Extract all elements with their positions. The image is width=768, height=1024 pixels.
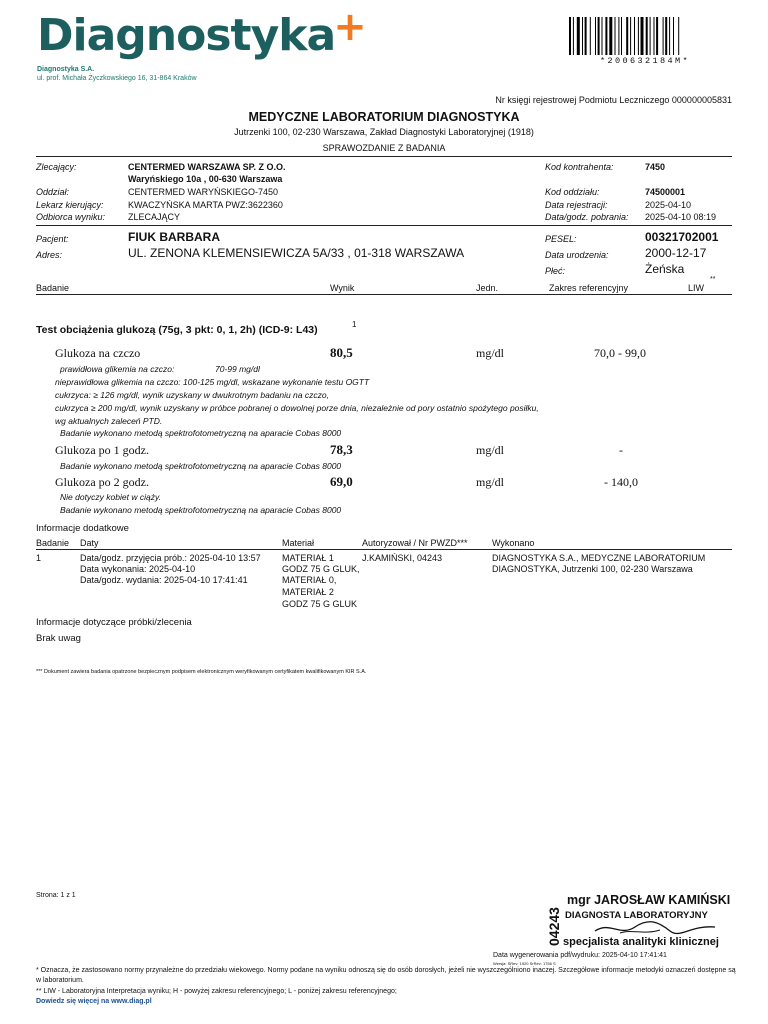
info-wykonano-line: DIAGNOSTYKA, Jutrzenki 100, 02-230 Warszawa: [492, 564, 693, 574]
barcode: [569, 17, 719, 55]
result-name: Glukoza na czczo: [55, 346, 141, 360]
data-pobrania-label: Data/godz. pobrania:: [545, 212, 629, 222]
probki-value: Brak uwag: [36, 633, 81, 644]
note-line: nieprawidłowa glikemia na czczo: 100-125 mg/dl, wskazane wykonanie testu OGTT: [55, 377, 370, 387]
zlecajacy-label: Zlecający:: [36, 162, 77, 172]
lekarz-value: KWACZYŃSKA MARTA PWZ:3622360: [128, 200, 283, 210]
probki-title: Informacje dotyczące próbki/zlecenia: [36, 617, 192, 628]
info-wykonano-line: DIAGNOSTYKA S.A., MEDYCZNE LABORATORIUM: [492, 553, 706, 563]
divider: [36, 294, 732, 295]
result-value: 69,0: [330, 474, 353, 489]
result-value: 78,3: [330, 442, 353, 457]
col-liw-sup: **: [710, 276, 716, 283]
note-line: wg aktualnych zaleceń PTD.: [55, 416, 163, 426]
kod-oddzialu-value: 74500001: [645, 187, 686, 197]
zlecajacy-address: Waryńskiego 10a , 00-630 Warszawa: [128, 174, 283, 184]
divider: [36, 549, 732, 550]
adres-label: Adres:: [36, 250, 63, 260]
info-material-line: MATERIAŁ 1: [282, 553, 334, 563]
info-header-autoryzowal: Autoryzował / Nr PWZD***: [362, 538, 468, 548]
stamp-number: 04243: [546, 907, 562, 946]
data-urodzenia-label: Data urodzenia:: [545, 250, 609, 260]
footer-line2: ** LIW - Laboratoryjna Interpretacja wyniku; H - powyżej zakresu referencyjnego; L - poniżej zakresu referencyjnego;: [36, 988, 397, 995]
footer-line1: * Oznacza, że zastosowano normy przynależne do przedziału wiekowego. Normy podane na wyniku odnoszą się do osób dorosłych, jeżeli nie wyszczególniono inaczej. Szczegółowe informacje metodyki oznaczeń dostępne są w laboratorium.: [36, 967, 736, 984]
result-range: - 140,0: [604, 475, 638, 489]
result-name: Glukoza po 1 godz.: [55, 443, 149, 457]
stamp-line3: specjalista analityki klinicznej: [563, 936, 719, 948]
info-header-material: Materiał: [282, 538, 315, 548]
lekarz-label: Lekarz kierujący:: [36, 200, 104, 210]
info-title: Informacje dodatkowe: [36, 523, 129, 534]
col-jedn: Jedn.: [476, 283, 499, 293]
data-pobrania-value: 2025-04-10 08:19: [645, 212, 717, 222]
result-range: -: [619, 443, 623, 457]
lab-address: Jutrzenki 100, 02-230 Warszawa, Zakład Diagnostyki Laboratoryjnej (1918): [234, 127, 534, 137]
result-value: 80,5: [330, 345, 353, 360]
result-unit: mg/dl: [476, 346, 505, 360]
divider: [36, 156, 732, 157]
odbiorca-value: ZLECAJĄCY: [128, 212, 181, 222]
method-note: Badanie wykonano metodą spektrofotometryczną na aparacie Cobas 8000: [60, 428, 342, 438]
kod-kontrahenta-value: 7450: [645, 162, 666, 172]
footer-link[interactable]: Dowiedz się więcej na www.diag.pl: [36, 998, 152, 1005]
info-material-line: GODZ 75 G GLUK,: [282, 564, 360, 574]
version-info: Wersja: SRev: 1920 SrRev: 1756 S: [493, 961, 556, 966]
barcode-text: *200632184M*: [599, 56, 690, 66]
data-urodzenia-value: 2000-12-17: [645, 246, 707, 260]
info-material-line: MATERIAŁ 2: [282, 587, 334, 597]
note-line: cukrzyca: ≥ 126 mg/dl, wynik uzyskany w dwukrotnym badaniu na czczo,: [55, 390, 329, 400]
kod-kontrahenta-label: Kod kontrahenta:: [545, 162, 614, 172]
oddzial-value: CENTERMED WARYŃSKIEGO-7450: [128, 187, 279, 197]
odbiorca-label: Odbiorca wyniku:: [36, 212, 106, 222]
page-number: Strona: 1 z 1: [36, 892, 76, 899]
info-header-wykonano: Wykonano: [492, 538, 535, 548]
registry-number: Nr księgi rejestrowej Podmiotu Leczniczego 000000005831: [495, 95, 732, 105]
col-wynik: Wynik: [330, 283, 355, 293]
divider: [36, 225, 732, 226]
info-material-line: GODZ 75 G GLUK: [282, 599, 358, 609]
pesel-label: PESEL:: [545, 234, 577, 244]
lab-name: MEDYCZNE LABORATORIUM DIAGNOSTYKA: [248, 110, 520, 124]
result-range: 70,0 - 99,0: [594, 346, 646, 360]
company-name: Diagnostyka S.A.: [37, 66, 95, 73]
signature-footnote: *** Dokument zawiera badania opatrzone bezpiecznym podpisem elektronicznym weryfikowanym certyfikatem kwalifikowanym KIR S.A.: [36, 669, 367, 675]
company-address: ul. prof. Michała Życzkowskiego 16, 31-864 Kraków: [37, 75, 197, 82]
logo-text: Diagnostyka: [37, 10, 336, 61]
note-line: Nie dotyczy kobiet w ciąży.: [60, 492, 161, 502]
method-note: Badanie wykonano metodą spektrofotometryczną na aparacie Cobas 8000: [60, 505, 342, 515]
kod-oddzialu-label: Kod oddziału:: [545, 187, 600, 197]
generated-date: Data wygenerowania pdf/wydruku: 2025-04-10 17:41:41: [493, 952, 667, 959]
test-group-title: Test obciążenia glukozą (75g, 3 pkt: 0, 1, 2h) (ICD-9: L43): [36, 324, 318, 336]
stamp-line2: DIAGNOSTA LABORATORYJNY: [565, 910, 708, 921]
adres-value: UL. ZENONA KLEMENSIEWICZA 5A/33 , 01-318 WARSZAWA: [128, 246, 465, 260]
method-note: Badanie wykonano metodą spektrofotometryczną na aparacie Cobas 8000: [60, 461, 342, 471]
info-daty-line: Data wykonania: 2025-04-10: [80, 564, 196, 574]
test-group-sup: 1: [352, 320, 357, 329]
info-header-daty: Daty: [80, 538, 99, 548]
info-daty-line: Data/godz. wydania: 2025-04-10 17:41:41: [80, 575, 248, 585]
col-badanie: Badanie: [36, 283, 70, 293]
info-autoryzowal: J.KAMIŃSKI, 04243: [362, 553, 443, 563]
pacjent-label: Pacjent:: [36, 234, 69, 244]
info-header-badanie: Badanie: [36, 538, 70, 548]
info-daty-line: Data/godz. przyjęcia prób.: 2025-04-10 13:57: [80, 553, 261, 563]
zlecajacy-name: CENTERMED WARSZAWA SP. Z O.O.: [128, 162, 286, 172]
data-rejestracji-label: Data rejestracji:: [545, 200, 608, 210]
report-title: SPRAWOZDANIE Z BADANIA: [322, 143, 446, 153]
result-unit: mg/dl: [476, 443, 505, 457]
note-line: 70-99 mg/dl: [215, 364, 260, 374]
col-zakres: Zakres referencyjny: [549, 283, 629, 293]
col-liw: LIW: [688, 283, 705, 293]
plec-value: Żeńska: [645, 262, 685, 276]
pacjent-value: FIUK BARBARA: [128, 230, 220, 244]
result-name: Glukoza po 2 godz.: [55, 475, 149, 489]
diagnostyka-logo: [37, 4, 366, 61]
pesel-value: 00321702001: [645, 230, 719, 244]
result-unit: mg/dl: [476, 475, 505, 489]
info-material-line: MATERIAŁ 0,: [282, 575, 337, 585]
logo-plus-icon: +: [333, 4, 366, 50]
plec-label: Płeć:: [545, 266, 566, 276]
note-line: prawidłowa glikemia na czczo:: [60, 364, 175, 374]
oddzial-label: Oddział:: [36, 187, 70, 197]
stamp-line1: mgr JAROSŁAW KAMIŃSKI: [567, 893, 731, 907]
data-rejestracji-value: 2025-04-10: [645, 200, 692, 210]
note-line: cukrzyca ≥ 200 mg/dl, wynik uzyskany w próbce pobranej o dowolnej porze dnia, niezależnie od pory ostatnio spożytego posiłku,: [55, 403, 539, 413]
info-row-number: 1: [36, 553, 42, 563]
